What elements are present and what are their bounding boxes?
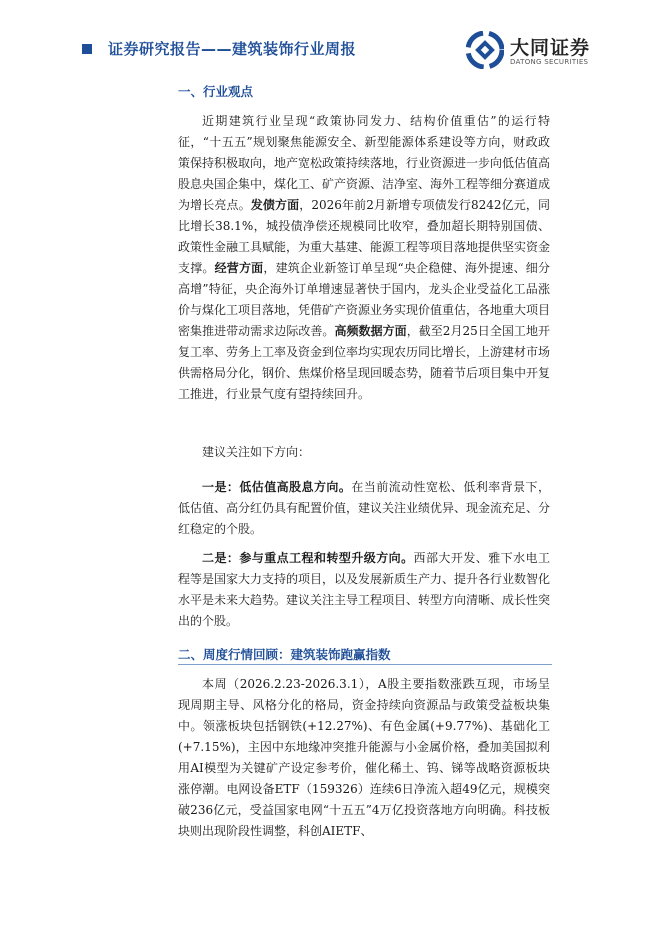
overview-text-3: ，建筑企业新签订单呈现“央企稳健、海外提速、细分高增”特征，央企海外订单增速显著快于国内，龙头企业受益化工品涨价与煤化工项目落地，凭借矿产资源业务实现价值重估，各地重大项目密集推进带动需求边际改善。 bbox=[178, 261, 551, 338]
bold-operations: 经营方面 bbox=[214, 261, 264, 275]
header-square-marker bbox=[82, 44, 92, 54]
report-title: 证券研究报告——建筑装饰行业周报 bbox=[108, 40, 357, 58]
bold-high-frequency-data: 高频数据方面 bbox=[334, 324, 407, 338]
logo-english-name: DATONG SECURITIES bbox=[510, 58, 589, 66]
company-logo bbox=[466, 31, 616, 71]
bold-direction-two: 二是：参与重点工程和转型升级方向。 bbox=[202, 551, 414, 565]
paragraph-weekly-market: 本周（2026.2.23-2026.3.1），A股主要指数涨跌互现，市场呈现周期主导、风格分化的格局，资金持续向资源品与政策受益板块集中。领涨板块包括钢铁(+12.27%)、有色金属(+9.77%)、基础化工(+7.15%)，主因中东地缘冲突推升能源与小金属价格，叠加美国拟利用AI模型为关键矿产设定参考价，催化稀土、钨、锑等战略资源板块涨停潮。电网设备ETF（159326）连续6日净流入超49亿元，规模突破236亿元，受益国家电网“十五五”4万亿投资落地方向明确。科技板块则出现阶段性调整，科创AIETF、 bbox=[178, 677, 550, 838]
overview-text-4: ，截至2月25日全国工地开复工率、劳务上工率及资金到位率均实现农历同比增长，上游建材市场供需格局分化，钢价、焦煤价格呈现回暖态势，随着节后项目集中开复工推进，行业景气度有望持续回升。 bbox=[178, 324, 551, 401]
overview-text-2: ，2026年前2月新增专项债发行8242亿元，同比增长38.1%，城投债净偿还规模同比收窄，叠加超长期特别国债、政策性金融工具赋能，为重大基建、能源工程等项目落地提供坚实资金支撑。 bbox=[178, 198, 551, 275]
section-divider bbox=[178, 664, 552, 665]
logo-chinese-name: 大同证券 bbox=[510, 37, 591, 59]
datong-logo-icon bbox=[466, 31, 504, 69]
section-heading-industry-view: 一、行业观点 bbox=[178, 84, 254, 99]
paragraph-direction-two bbox=[178, 548, 550, 632]
bold-direction-one: 一是：低估值高股息方向。 bbox=[202, 480, 352, 494]
bold-bond-issuance: 发债方面 bbox=[250, 198, 300, 212]
report-header bbox=[0, 0, 662, 70]
paragraph-direction-one bbox=[178, 477, 550, 540]
direction-two-text: 西部大开发、雅下水电工程等是国家大力支持的项目，以及发展新质生产力、提升各行业数智化水平是未来大趋势。建议关注主导工程项目、转型方向清晰、成长性突出的个股。 bbox=[178, 551, 551, 628]
paragraph-industry-overview bbox=[178, 111, 550, 405]
overview-text-1: 近期建筑行业呈现“政策协同发力、结构价值重估”的运行特征，“十五五”规划聚焦能源安全、新型能源体系建设等方向，财政政策保持积极取向，地产宽松政策持续落地，行业资源进一步向低估值高股息央国企集中，煤化工、矿产资源、洁净室、海外工程等细分赛道成为增长亮点。 bbox=[178, 114, 551, 212]
section-heading-weekly-review: 二、周度行情回顾：建筑装饰跑赢指数 bbox=[178, 647, 391, 662]
direction-one-text: 在当前流动性宽松、低利率背景下，低估值、高分红仍具有配置价值，建议关注业绩优异、现金流充足、分红稳定的个股。 bbox=[178, 480, 551, 536]
paragraph-recommendation-intro: 建议关注如下方向： bbox=[202, 445, 311, 459]
